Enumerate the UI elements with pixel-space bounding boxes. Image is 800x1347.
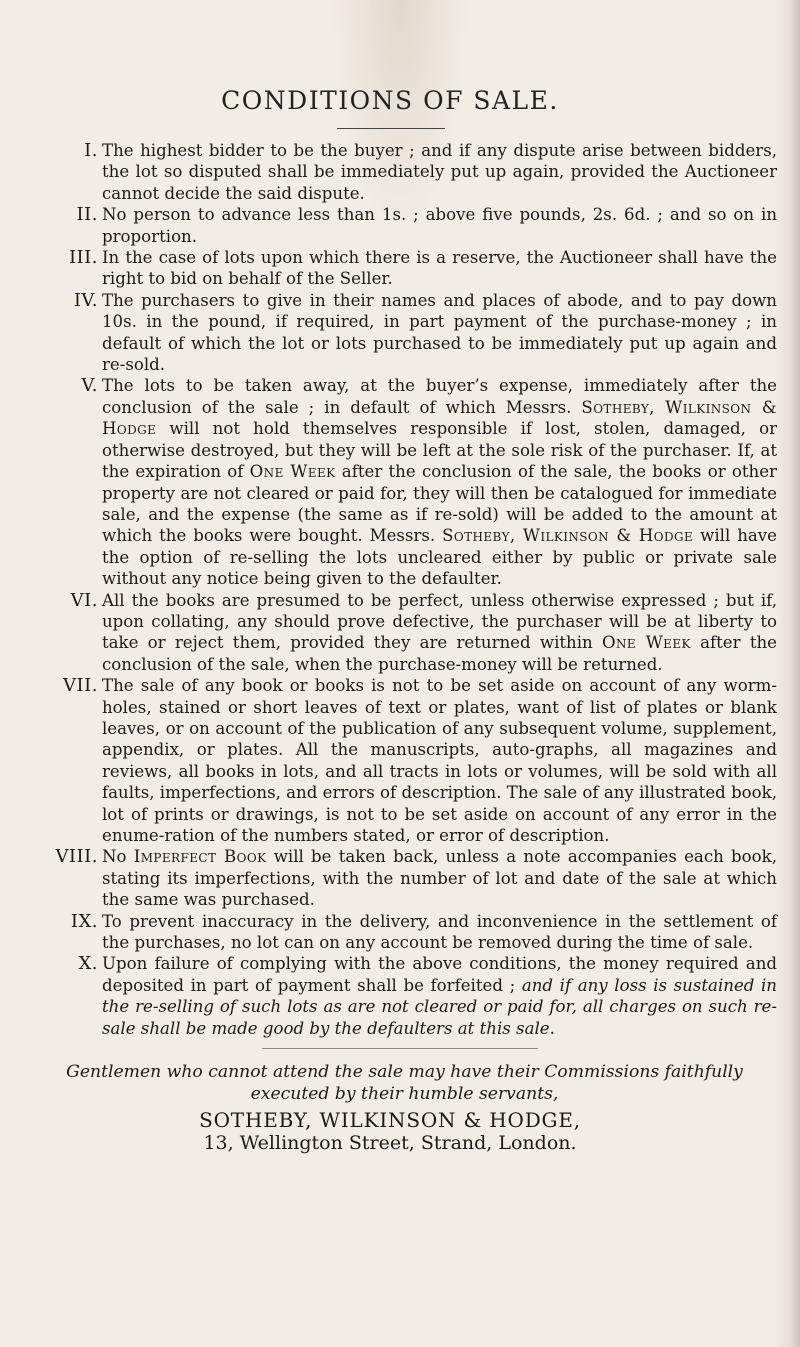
condition-4 (32, 290, 777, 376)
auctioneer-address: 13, Wellington Street, Strand, London. (203, 1132, 577, 1154)
condition-text: In the case of lots upon which there is a reserve, the Auctioneer shall have the right to bid on behalf of the Seller. (102, 248, 777, 289)
condition-text: To prevent inaccuracy in the delivery, and inconvenience in the settlement of the purchases, no lot can on any account be removed during the time of sale. (102, 911, 777, 953)
condition-text: The purchasers to give in their names and places of abode, and to pay down 10s. in the pound, if required, in part payment of the purchase-money ; in default of which the lot or lots purchased to be immediately put up again and re-sold. (102, 290, 777, 375)
condition-numeral: IX. (70, 910, 98, 932)
one-week: One Week (249, 462, 336, 482)
condition-3 (32, 247, 777, 290)
condition-numeral: II. (76, 204, 98, 226)
condition-8 (32, 846, 777, 910)
condition-numeral: V. (81, 375, 98, 397)
firm-name: Sotheby, Wilkinson & Hodge (102, 397, 777, 439)
firm-name: Sotheby, Wilkinson & Hodge (442, 526, 694, 546)
commission-note: Gentlemen who cannot attend the sale may have their Commissions faithfully executed by their humble servants, (66, 1062, 743, 1104)
imperfect-book: Imperfect Book (133, 847, 267, 867)
condition-text: No person to advance less than 1s. ; above five pounds, 2s. 6d. ; and so on in proportion. (102, 205, 777, 246)
condition-text: The sale of any book or books is not to be set aside on account of any worm-holes, stained or short leaves of text or plates, want of list of plates or blank leaves, or on account of the publication of any subsequent volume, supplement, appendix, or plates. All the manuscripts, auto-graphs, all magazines and reviews, all books in lots, and all tracts in lots or volumes, will be sold with all faults, imperfections, and errors of description. The sale of any illustrated book, lot of prints or drawings, is not to be set aside on account of any error in the enume-ration of the numbers stated, or error of description. (102, 676, 777, 845)
condition-text-italic: and if any loss is sustained in the re-selling of such lots as are not cleared or paid for, all charges on such re-sale shall be made good by the defaulters at this sale. (102, 975, 777, 1038)
condition-5 (32, 375, 777, 589)
one-week: One Week (602, 633, 691, 653)
condition-text: No (102, 847, 127, 867)
condition-numeral: I. (84, 140, 98, 161)
footer-divider (262, 1048, 538, 1049)
condition-numeral: VIII. (55, 846, 98, 868)
page-title: CONDITIONS OF SALE. (221, 86, 559, 115)
condition-text: will have the option of re-selling the lots uncleared either by public or private sale without any notice being given to the defaulter. (102, 526, 777, 589)
condition-numeral: III. (68, 247, 98, 269)
condition-10 (32, 953, 777, 1039)
condition-text: after the conclusion of the sale, when the purchase-money will be returned. (102, 633, 777, 674)
condition-numeral: VI. (70, 589, 98, 611)
condition-numeral: IV. (73, 289, 98, 311)
condition-1 (32, 140, 777, 204)
auctioneer-firm: SOTHEBY, WILKINSON & HODGE, (199, 1108, 581, 1132)
condition-text: Upon failure of complying with the above conditions, the money required and deposited in part of payment shall be forfeited ; (102, 954, 777, 995)
condition-text: The lots to be taken away, at the buyer’s expense, immediately after the conclusion of the sale ; in default of which Messrs. (102, 376, 777, 417)
condition-9 (32, 911, 777, 954)
condition-text: after the conclusion of the sale, the books or other property are not cleared or paid for, they will then be catalogued for immediate sale, and the expense (the same as if re-sold) will be added to the amount at which the books were bought. Messrs. (102, 462, 777, 546)
condition-text: will be taken back, unless a note accompanies each book, stating its imperfections, with the number of lot and date of the sale at which the same was purchased. (102, 847, 777, 910)
condition-2 (32, 204, 777, 247)
title-divider (337, 128, 445, 129)
condition-6 (32, 590, 777, 676)
condition-7 (32, 675, 777, 846)
condition-numeral: VII. (63, 675, 98, 697)
condition-numeral: X. (78, 953, 98, 975)
condition-text: will not hold themselves responsible if lost, stolen, damaged, or otherwise destroyed, but they will be left at the sole risk of the purchaser. If, at the expiration of (102, 419, 777, 482)
conditions-list (32, 140, 777, 1039)
condition-text: All the books are presumed to be perfect, unless otherwise expressed ; but if, upon collating, any should prove defective, the purchaser will be at liberty to take or reject them, provided they are returned within (102, 590, 777, 653)
condition-text: The highest bidder to be the buyer ; and if any dispute arise between bidders, the lot so disputed shall be immediately put up again, provided the Auctioneer cannot decide the said dispute. (102, 141, 777, 203)
